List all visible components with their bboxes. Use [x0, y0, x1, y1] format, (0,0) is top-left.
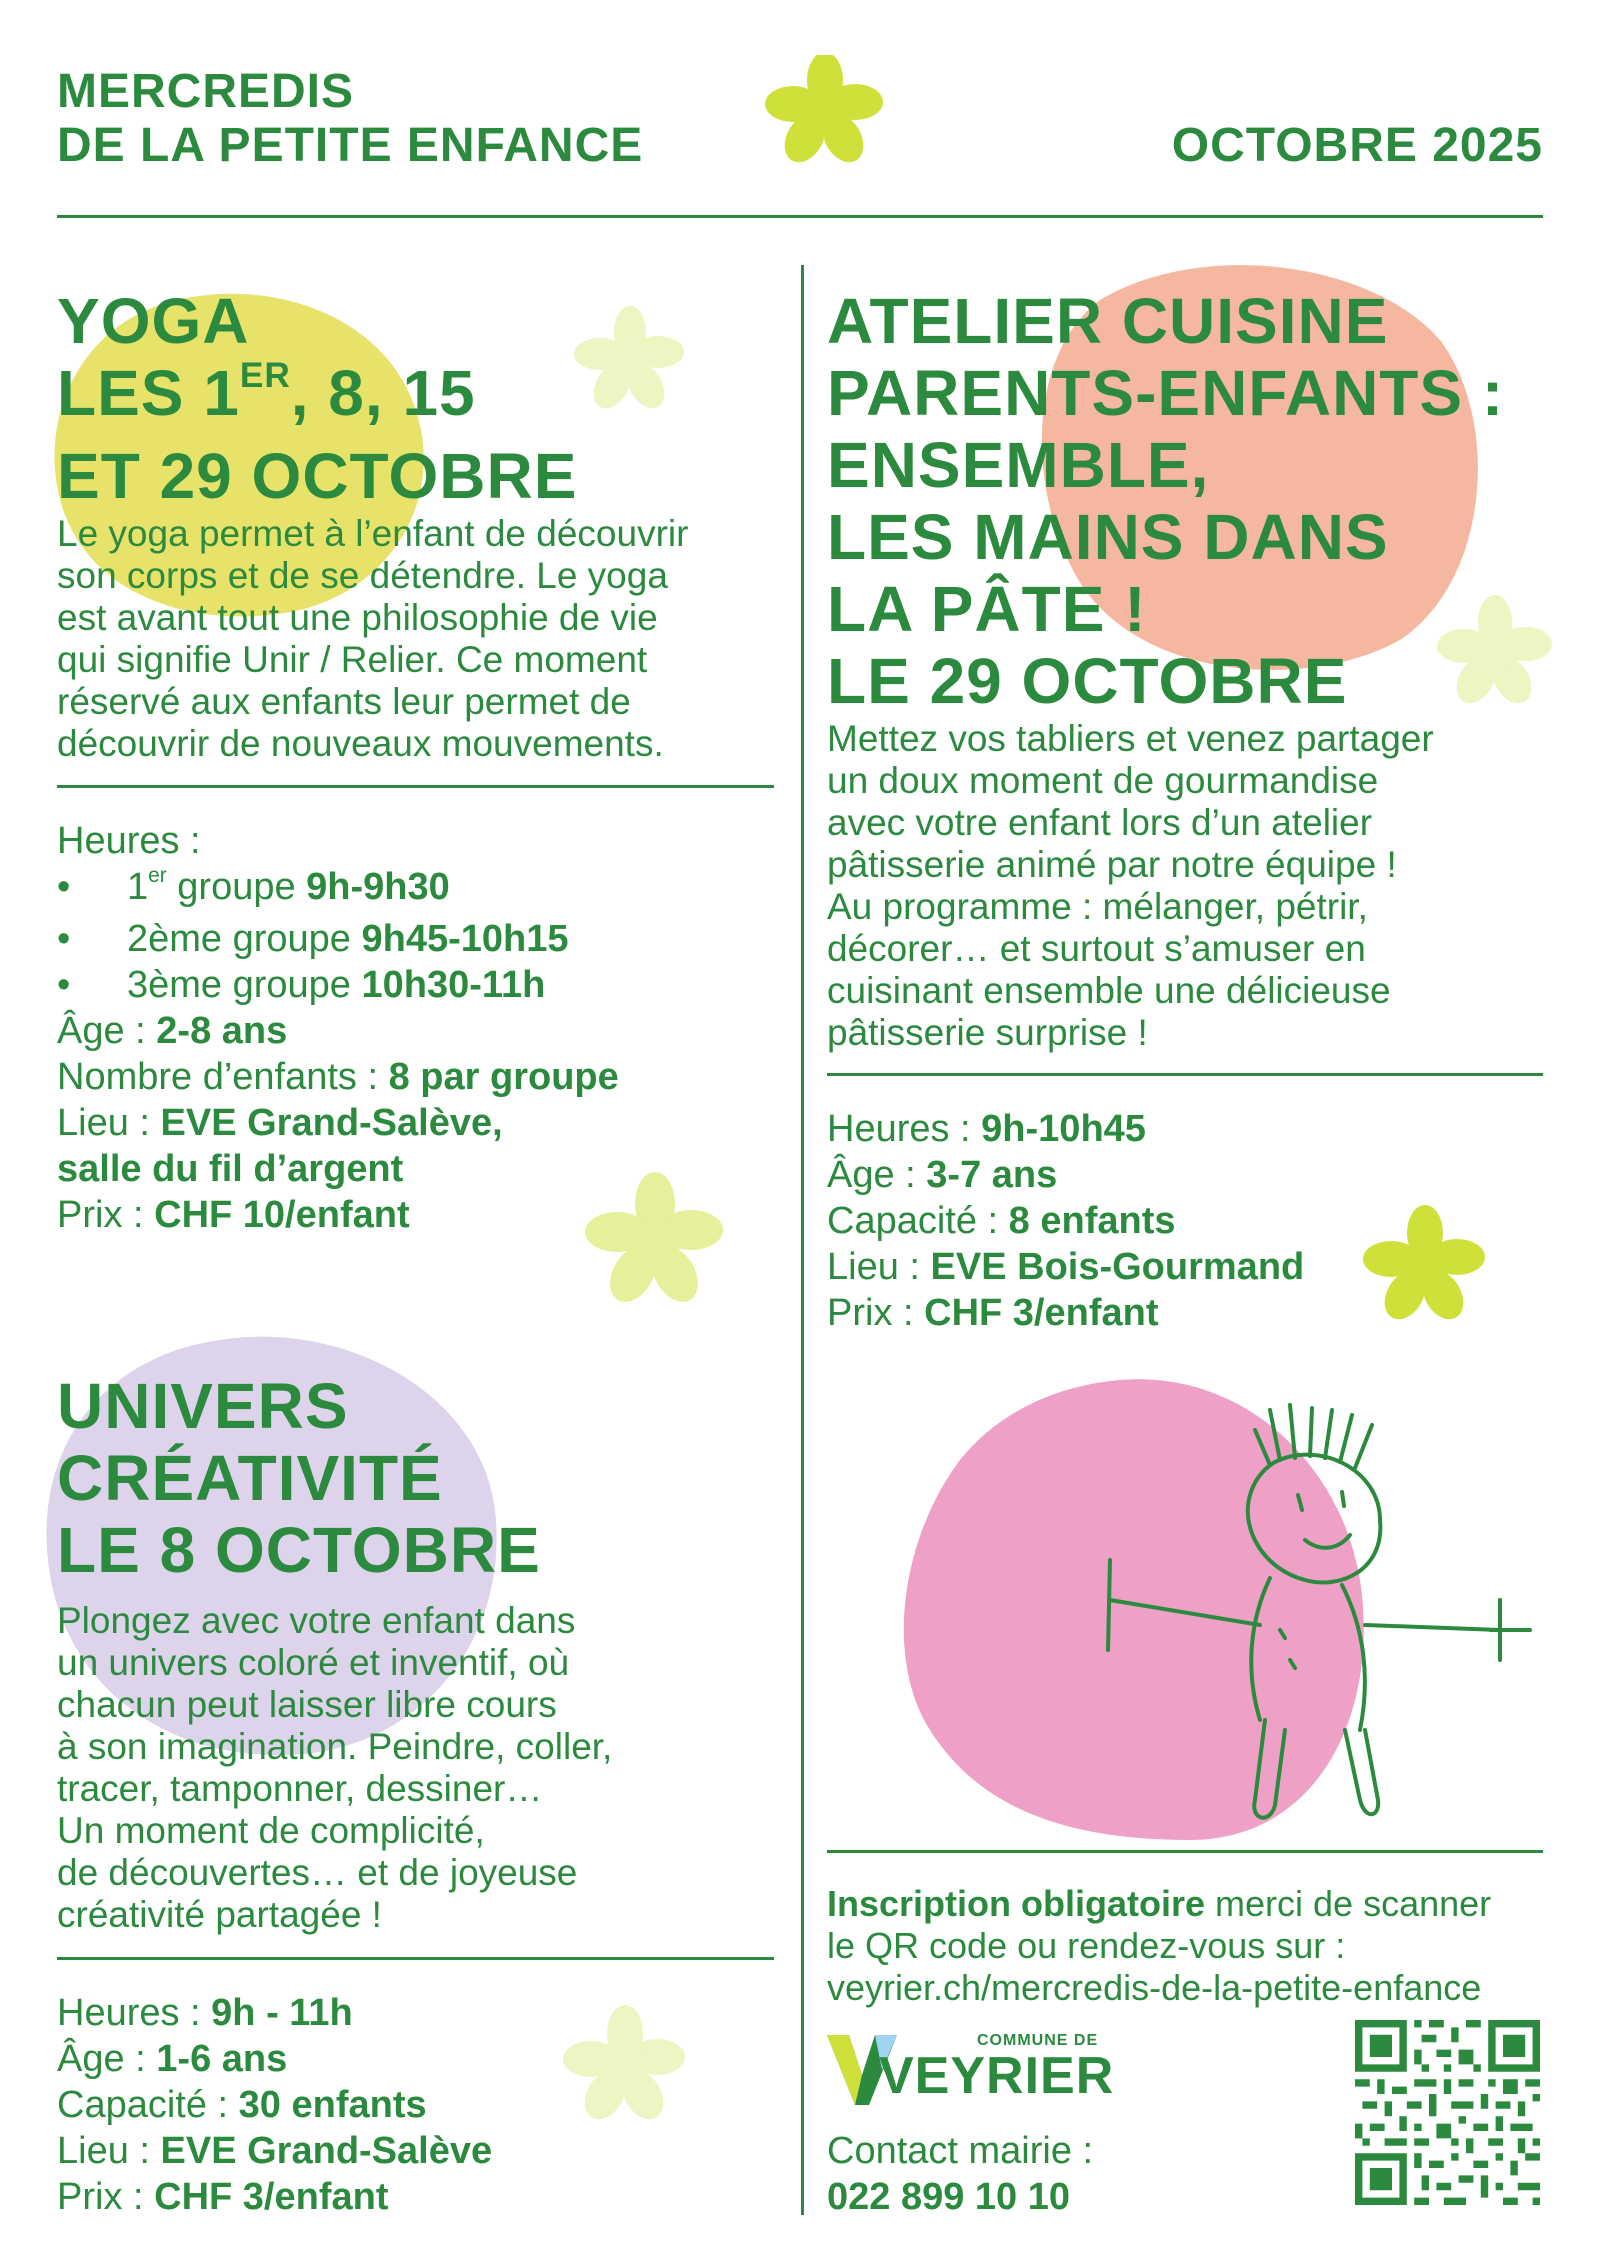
veyrier-logo: [827, 2030, 1127, 2110]
yoga-kids: Nombre d’enfants : 8 par groupe: [57, 1056, 619, 1098]
creativite-price: Prix : CHF 3/enfant: [57, 2176, 389, 2218]
yoga-divider: [57, 785, 774, 788]
creativite-hours: Heures : 9h - 11h: [57, 1992, 353, 2034]
cuisine-divider: [827, 1073, 1543, 1076]
inscription-text: Inscription obligatoire merci de scanner le QR code ou rendez-vous sur : veyrier.ch/mercredis-de-la-petite-enfance: [827, 1883, 1492, 2008]
flower-icon: [570, 305, 690, 415]
creativite-title: UNIVERS CRÉATIVITÉ LE 8 OCTOBRE: [57, 1370, 541, 1586]
yoga-group-list: [57, 864, 619, 1008]
contact-phone[interactable]: 022 899 10 10: [827, 2176, 1071, 2218]
yoga-hours-label: Heures :: [57, 820, 201, 862]
registration-link[interactable]: veyrier.ch/mercredis-de-la-petite-enfance: [827, 1967, 1482, 2008]
header-title-line2: DE LA PETITE ENFANCE: [57, 119, 644, 172]
child-drawing-illustration: [1080, 1400, 1580, 1840]
yoga-description: Le yoga permet à l’enfant de découvrir son corps et de se détendre. Le yoga est avant tout une philosophie de vie qui signifie Unir / Relier. Ce moment réservé aux enfants leur permet de découvrir de nouveaux mouvements.: [57, 513, 689, 764]
flower-icon: [560, 2000, 690, 2130]
yoga-place-line2: salle du fil d’argent: [57, 1148, 404, 1190]
header-title: [57, 65, 643, 173]
contact-label: Contact mairie :: [827, 2130, 1094, 2172]
cuisine-price: Prix : CHF 3/enfant: [827, 1292, 1159, 1334]
veyrier-logo-big: VEYRIER: [879, 2047, 1115, 2105]
veyrier-logo-small: COMMUNE DE: [977, 2032, 1099, 2049]
cuisine-hours: Heures : 9h-10h45: [827, 1108, 1146, 1150]
creativite-capacity: Capacité : 30 enfants: [57, 2084, 427, 2126]
list-item: • 1er groupe 9h-9h30: [57, 864, 619, 916]
qr-code-icon[interactable]: [1355, 2020, 1540, 2205]
yoga-title-line1: YOGA: [57, 285, 250, 357]
yoga-title: [57, 285, 577, 512]
list-item: • 3ème groupe 10h30-11h: [57, 962, 619, 1008]
cuisine-title: ATELIER CUISINE PARENTS-ENFANTS : ENSEMBLE, LES MAINS DANS LA PÂTE ! LE 29 OCTOBRE: [827, 285, 1505, 717]
list-item: • 2ème groupe 9h45-10h15: [57, 916, 619, 962]
cuisine-age: Âge : 3-7 ans: [827, 1154, 1058, 1196]
cuisine-capacity: Capacité : 8 enfants: [827, 1200, 1176, 1242]
cuisine-info: [827, 1106, 1304, 1336]
yoga-info: [57, 818, 619, 1238]
flower-icon: [1360, 1200, 1490, 1330]
yoga-age: Âge : 2-8 ans: [57, 1010, 288, 1052]
yoga-title-line2: LES 1ER, 8, 15: [57, 355, 476, 429]
contact: [827, 2128, 1093, 2220]
yoga-title-line3: ET 29 OCTOBRE: [57, 440, 578, 512]
cuisine-description: Mettez vos tabliers et venez partager un doux moment de gourmandise avec votre enfant lors d’un atelier pâtisserie animé par notre équipe ! Au programme : mélanger, pétrir, décorer… et surtout s’amuser en cuisinant ensemble une délicieuse pâtisserie surprise !: [827, 718, 1434, 1053]
creativite-description: Plongez avec votre enfant dans un univers coloré et inventif, où chacun peut laisser libre cours à son imagination. Peindre, coller, tracer, tamponner, dessiner… Un moment de complicité, de découvertes… et de joyeuse créativité partagée !: [57, 1600, 613, 1935]
column-divider: [801, 265, 804, 2215]
creativite-divider: [57, 1957, 774, 1960]
flower-icon: [755, 55, 895, 165]
yoga-place: Lieu : EVE Grand-Salève,: [57, 1102, 503, 1144]
cuisine-place: Lieu : EVE Bois-Gourmand: [827, 1246, 1305, 1288]
yoga-price: Prix : CHF 10/enfant: [57, 1194, 410, 1236]
header-date: OCTOBRE 2025: [1171, 119, 1543, 172]
header-divider: [57, 215, 1543, 218]
creativite-place: Lieu : EVE Grand-Salève: [57, 2130, 493, 2172]
footer-divider: [827, 1850, 1543, 1853]
creativite-age: Âge : 1-6 ans: [57, 2038, 288, 2080]
creativite-info: [57, 1990, 492, 2220]
header-title-line1: MERCREDIS: [57, 65, 355, 118]
